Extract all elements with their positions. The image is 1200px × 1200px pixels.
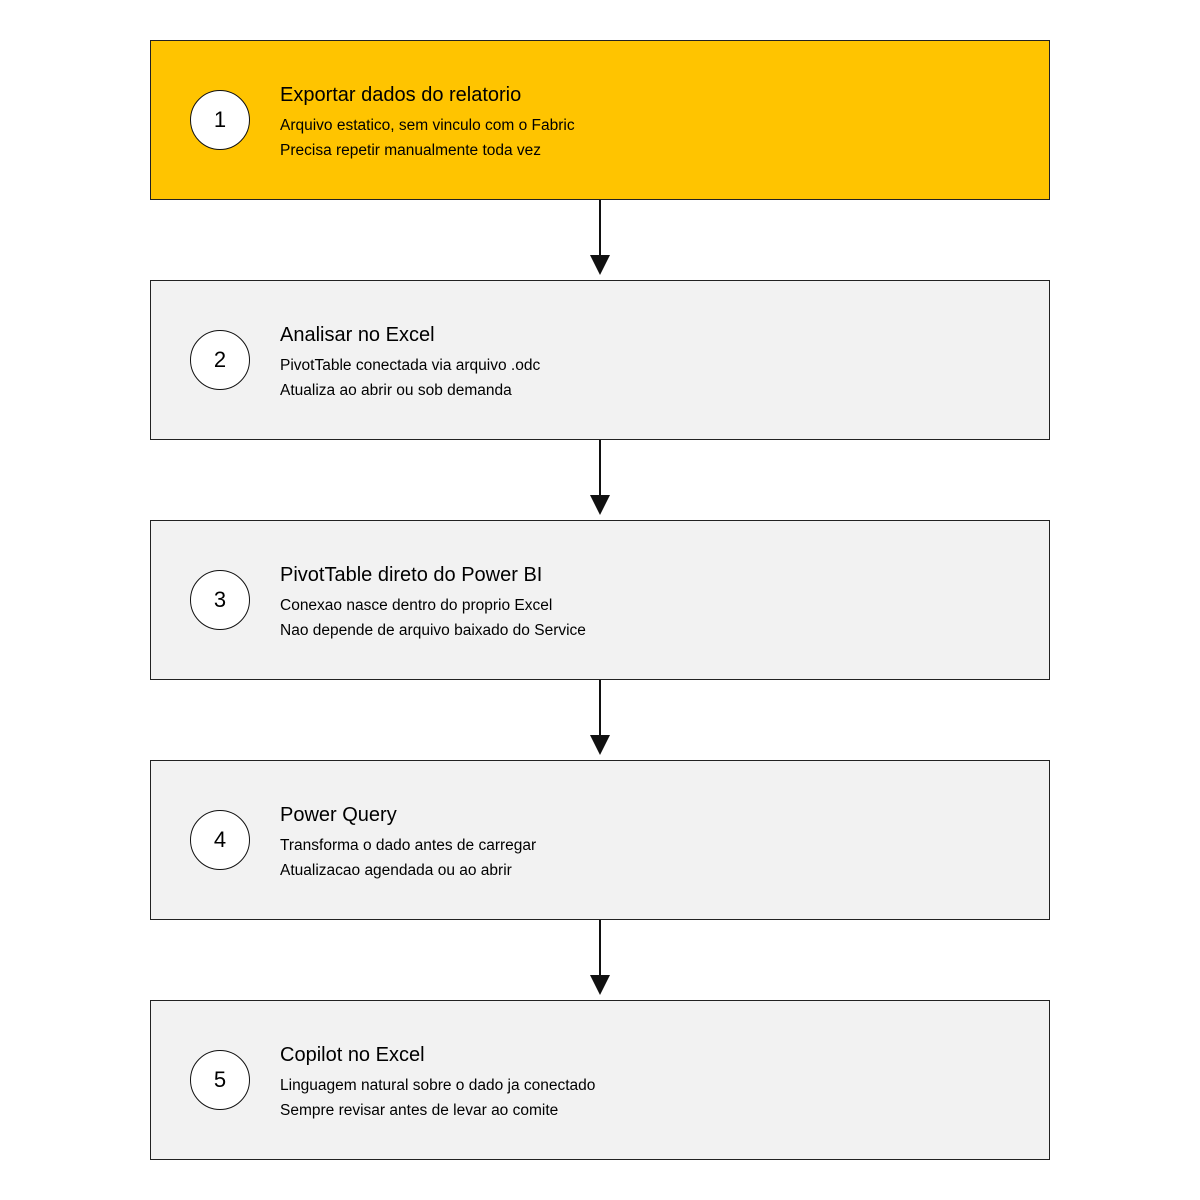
arrow-down-icon [590,735,610,755]
arrow-down-icon [590,975,610,995]
step-title: Analisar no Excel [280,324,435,346]
connector-line-4-5 [599,920,601,980]
step-description-line-1: PivotTable conectada via arquivo .odc [280,357,541,374]
step-box-4 [150,760,1050,920]
connector-line-2-3 [599,440,601,500]
step-title: Power Query [280,804,397,826]
step-number-badge: 3 [190,570,250,630]
step-number-badge: 1 [190,90,250,150]
step-box-1 [150,40,1050,200]
step-number-badge: 5 [190,1050,250,1110]
connector-line-1-2 [599,200,601,260]
step-title: Exportar dados do relatorio [280,84,522,106]
step-description-line-1: Transforma o dado antes de carregar [280,837,537,854]
step-title: PivotTable direto do Power BI [280,564,543,586]
step-box-2 [150,280,1050,440]
step-description-line-2: Atualizacao agendada ou ao abrir [280,862,512,879]
step-description-line-2: Nao depende de arquivo baixado do Service [280,622,586,639]
step-title: Copilot no Excel [280,1044,425,1066]
step-description-line-1: Arquivo estatico, sem vinculo com o Fabric [280,117,575,134]
step-description-line-2: Precisa repetir manualmente toda vez [280,142,542,159]
step-box-3 [150,520,1050,680]
step-description-line-2: Atualiza ao abrir ou sob demanda [280,382,512,399]
connector-line-3-4 [599,680,601,740]
arrow-down-icon [590,255,610,275]
step-number-badge: 4 [190,810,250,870]
step-description-line-1: Conexao nasce dentro do proprio Excel [280,597,553,614]
step-description-line-1: Linguagem natural sobre o dado ja conectado [280,1077,596,1094]
step-box-5 [150,1000,1050,1160]
step-number-badge: 2 [190,330,250,390]
arrow-down-icon [590,495,610,515]
step-description-line-2: Sempre revisar antes de levar ao comite [280,1102,559,1119]
